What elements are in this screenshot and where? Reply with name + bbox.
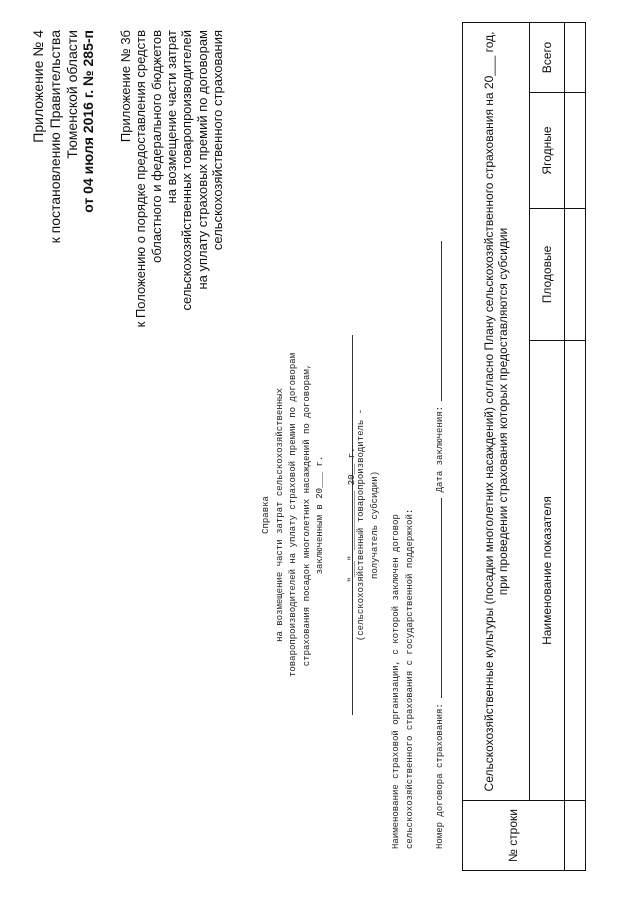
- annex-3b-line3: областного и федерального бюджетов: [148, 30, 164, 263]
- annex-4-title: Приложение № 4: [30, 30, 46, 143]
- annex-4-header: [30, 30, 97, 450]
- certificate-line2: товаропроизводителей на уплату страховой премии по договорам: [288, 352, 298, 678]
- col-header-indicator-name: Наименование показателя: [530, 341, 565, 801]
- contract-number-fill-line: [432, 498, 442, 698]
- annex-3b-line6: на уплату страховых премий по договорам: [194, 30, 210, 290]
- annex-3b-line2: к Положению о порядке предоставления средств: [133, 30, 149, 328]
- certificate-title: Справка: [261, 496, 271, 534]
- subsidy-table: [462, 22, 586, 871]
- insurer-block: [390, 19, 417, 849]
- table-cell: [565, 801, 586, 871]
- certificate-line1: на возмещение части затрат сельскохозяйственных: [274, 388, 285, 642]
- certificate-heading: [260, 305, 359, 725]
- contract-number-label: Номер договора страхования:: [435, 703, 445, 849]
- certificate-line3: страхования посадок многолетних насаждений по договорам,: [301, 363, 312, 667]
- table-row: [565, 22, 586, 870]
- col-header-fruit: Плодовые: [530, 209, 565, 341]
- recipient-block: [352, 335, 382, 715]
- col-header-group-crops: Сельскохозяйственные культуры (посадки многолетних насаждений) согласно Плану сельскохозяйственного страхования на 20___ год, при проведении страхования которых предоставляются субсидии: [463, 22, 530, 800]
- contract-block: [432, 19, 448, 849]
- annex-4-resolution-date: от 04 июля 2016 г. № 285-п: [80, 30, 97, 213]
- annex-3b-line5: сельскохозяйственных товаропроизводителей: [179, 30, 195, 311]
- annex-3b-line4: на возмещение части затрат: [163, 30, 179, 204]
- insurer-label-line2: сельскохозяйственного страхования с государственной поддержкой:: [404, 508, 415, 849]
- annex-4-line2: к постановлению Правительства: [46, 30, 63, 244]
- annex-4-line3: Тюменской области: [63, 30, 80, 159]
- contract-date-fill-line: [432, 241, 442, 401]
- annex-3b-title: Приложение № 3б: [118, 30, 133, 143]
- annex-3b-header: [118, 30, 225, 470]
- table-cell: [565, 93, 586, 209]
- table-cell: [565, 22, 586, 92]
- col-header-row-number: № строки: [463, 801, 565, 871]
- recipient-fill-line: [352, 335, 353, 715]
- annex-3b-line7: сельскохозяйственного страхования: [209, 30, 225, 251]
- col-header-berry: Ягодные: [530, 93, 565, 209]
- certificate-line4: заключенным в 20___ г.: [315, 455, 325, 575]
- certificate-date-line: "___" ___________ 20__ г.: [346, 447, 357, 583]
- insurer-label-line1: Наименование страховой организации, с которой заключен договор: [391, 514, 401, 849]
- contract-date-label: Дата заключения:: [435, 405, 445, 493]
- table-cell: [565, 341, 586, 801]
- recipient-caption-line1: (сельскохозяйственный товаропроизводитель -: [356, 408, 366, 642]
- table-cell: [565, 209, 586, 341]
- recipient-caption-line2: получатель субсидии): [369, 470, 380, 580]
- col-header-total: Всего: [530, 22, 565, 92]
